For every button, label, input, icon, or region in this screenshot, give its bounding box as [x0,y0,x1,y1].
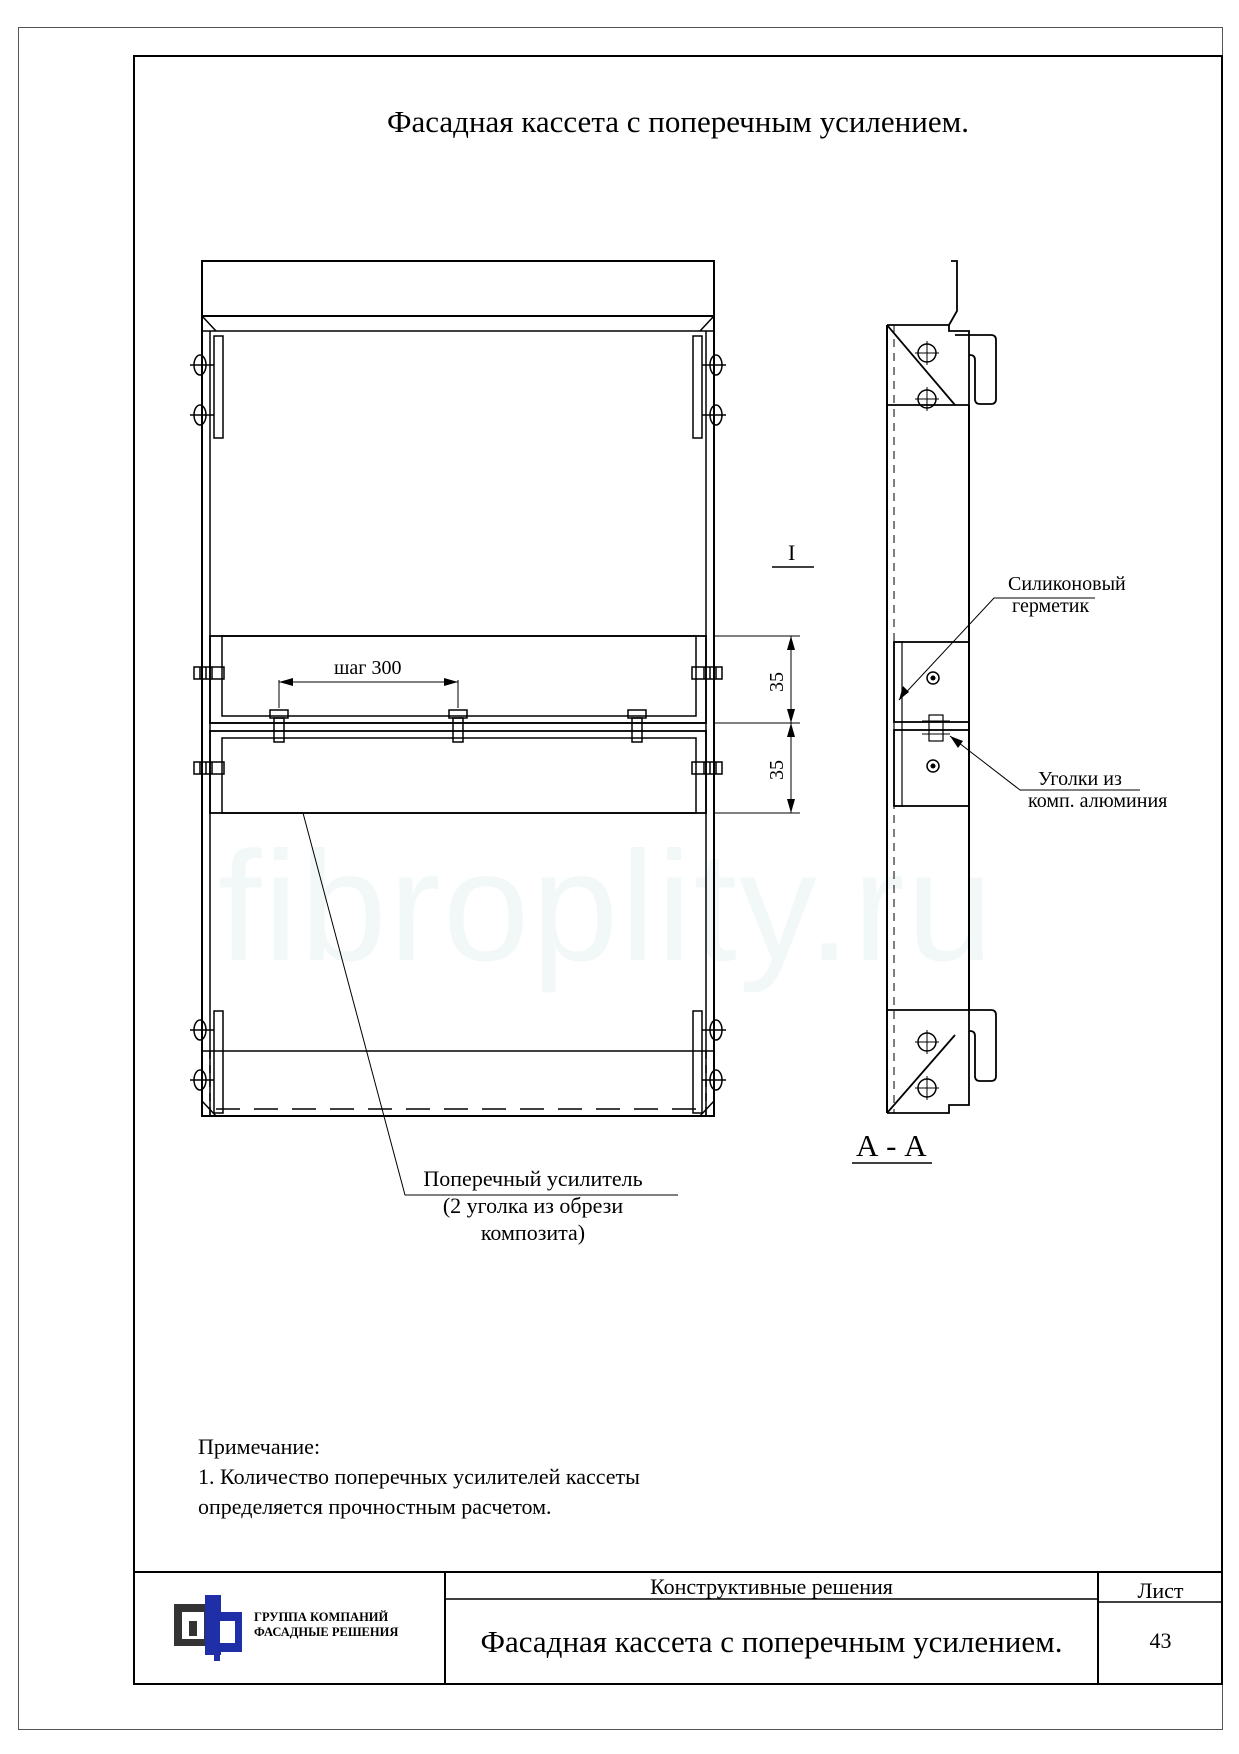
note-heading: Примечание: [198,1434,321,1459]
note-line-2: определяется прочностным расчетом. [198,1494,552,1519]
pitch-label: шаг 300 [334,657,402,679]
section-view [852,261,1140,1163]
dim-lower: 35 [766,760,788,780]
watermark: fibroplity.ru [218,820,996,994]
corners-label: Уголки из комп. алюминия [1028,768,1168,812]
title-block-drawing-title: Фасадная кассета с поперечным усилением. [480,1624,1063,1659]
section-label: А - А [856,1128,927,1163]
note-line-1: 1. Количество поперечных усилителей кассеты [198,1464,640,1489]
section-mark: I [788,540,796,565]
title-block-section: Конструктивные решения [650,1574,893,1599]
sheet-number: 43 [1149,1628,1172,1653]
front-view [190,261,814,1195]
note [198,1432,640,1522]
dim-upper: 35 [766,672,788,692]
sealant-label: Силиконовый герметик [1008,573,1126,617]
sheet-label: Лист [1137,1578,1184,1603]
page-title: Фасадная кассета с поперечным усилением. [387,104,969,139]
logo-mark [174,1595,242,1661]
reinforcement-label: Поперечный усилитель (2 уголка из обрези композита) [423,1166,643,1245]
logo-text: ГРУППА КОМПАНИЙ ФАСАДНЫЕ РЕШЕНИЯ [254,1610,399,1639]
